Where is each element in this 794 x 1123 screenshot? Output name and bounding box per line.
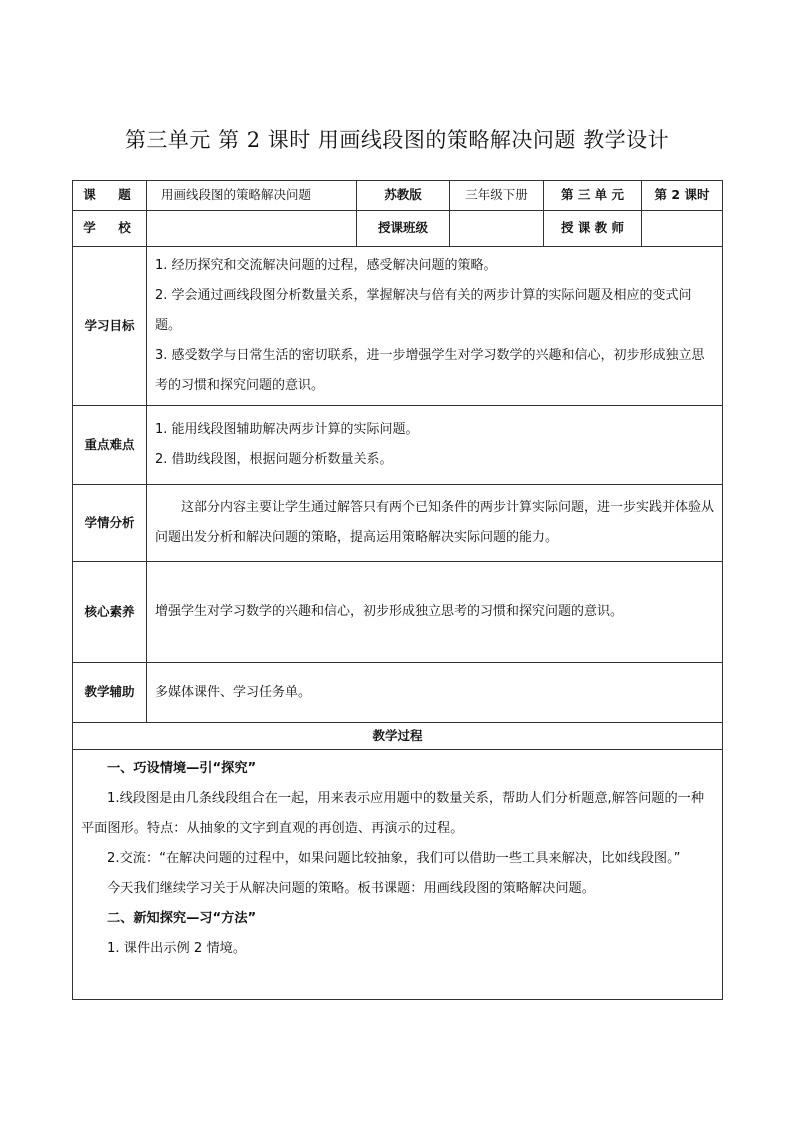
goals-row — [73, 247, 723, 406]
class-value — [450, 211, 544, 247]
aids-text: 多媒体课件、学习任务单。 — [155, 684, 312, 700]
core-row — [73, 562, 723, 663]
lesson-plan-table — [72, 180, 723, 1000]
goal-item: 3. 感受数学与日常生活的密切联系，进一步增强学生对学习数学的兴趣和信心，初步形成独立思考的习惯和探究问题的意识。 — [155, 348, 705, 393]
aids-content — [147, 663, 723, 723]
aids-row — [73, 663, 723, 723]
school-label: 学 校 — [73, 211, 147, 247]
section-heading: 一、巧设情境—引“探究” — [107, 761, 257, 776]
school-value — [147, 211, 357, 247]
aids-label: 教学辅助 — [73, 663, 147, 723]
process-paragraph: 1.线段图是由几条线段组合在一起，用来表示应用题中的数量关系，帮助人们分析题意,解答问题的一种平面图形。特点：从抽象的文字到直观的再创造、再演示的过程。 — [81, 791, 705, 836]
key-point-item: 1. 能用线段图辅助解决两步计算的实际问题。 — [155, 422, 419, 437]
analysis-text: 这部分内容主要让学生通过解答只有两个已知条件的两步计算实际问题，进一步实践并体验从问题出发分析和解决问题的策略，提高运用策略解决实际问题的能力。 — [155, 500, 715, 545]
unit: 第 三 单 元 — [544, 181, 642, 211]
process-paragraph: 1. 课件出示例 2 情境。 — [107, 941, 247, 956]
grade: 三年级下册 — [450, 181, 544, 211]
section-heading: 二、新知探究—习“方法” — [107, 911, 257, 926]
lesson: 第 2 课时 — [642, 181, 723, 211]
process-content — [73, 750, 723, 1000]
document-title: 第三单元 第 2 课时 用画线段图的策略解决问题 教学设计 — [124, 128, 670, 152]
header-row — [73, 181, 723, 211]
publisher: 苏教版 — [357, 181, 450, 211]
core-label: 核心素养 — [73, 562, 147, 663]
process-header-row — [73, 723, 723, 750]
key-points-content — [147, 406, 723, 485]
analysis-row — [73, 485, 723, 562]
topic-label: 课 题 — [73, 181, 147, 211]
core-content — [147, 562, 723, 663]
core-text: 增强学生对学习数学的兴趣和信心，初步形成独立思考的习惯和探究问题的意识。 — [155, 604, 624, 619]
teacher-value — [642, 211, 723, 247]
key-points-label: 重点难点 — [73, 406, 147, 485]
goals-content — [147, 247, 723, 406]
goals-label: 学习目标 — [73, 247, 147, 406]
key-point-item: 2. 借助线段图，根据问题分析数量关系。 — [155, 452, 393, 467]
key-points-row — [73, 406, 723, 485]
process-paragraph: 2.交流：“在解决问题的过程中，如果问题比较抽象，我们可以借助一些工具来解决，比如线段图。” — [107, 851, 681, 866]
goal-item: 2. 学会通过画线段图分析数量关系，掌握解决与倍有关的两步计算的实际问题及相应的变式问题。 — [155, 288, 692, 333]
class-label: 授课班级 — [357, 211, 450, 247]
process-paragraph: 今天我们继续学习关于从解决问题的策略。板书课题：用画线段图的策略解决问题。 — [107, 881, 595, 896]
process-label: 教学过程 — [73, 723, 723, 750]
analysis-content — [147, 485, 723, 562]
analysis-label: 学情分析 — [73, 485, 147, 562]
school-row — [73, 211, 723, 247]
teacher-label: 授 课 教 师 — [544, 211, 642, 247]
process-row — [73, 750, 723, 1000]
goal-item: 1. 经历探究和交流解决问题的过程，感受解决问题的策略。 — [155, 258, 497, 273]
topic-value: 用画线段图的策略解决问题 — [147, 181, 357, 211]
